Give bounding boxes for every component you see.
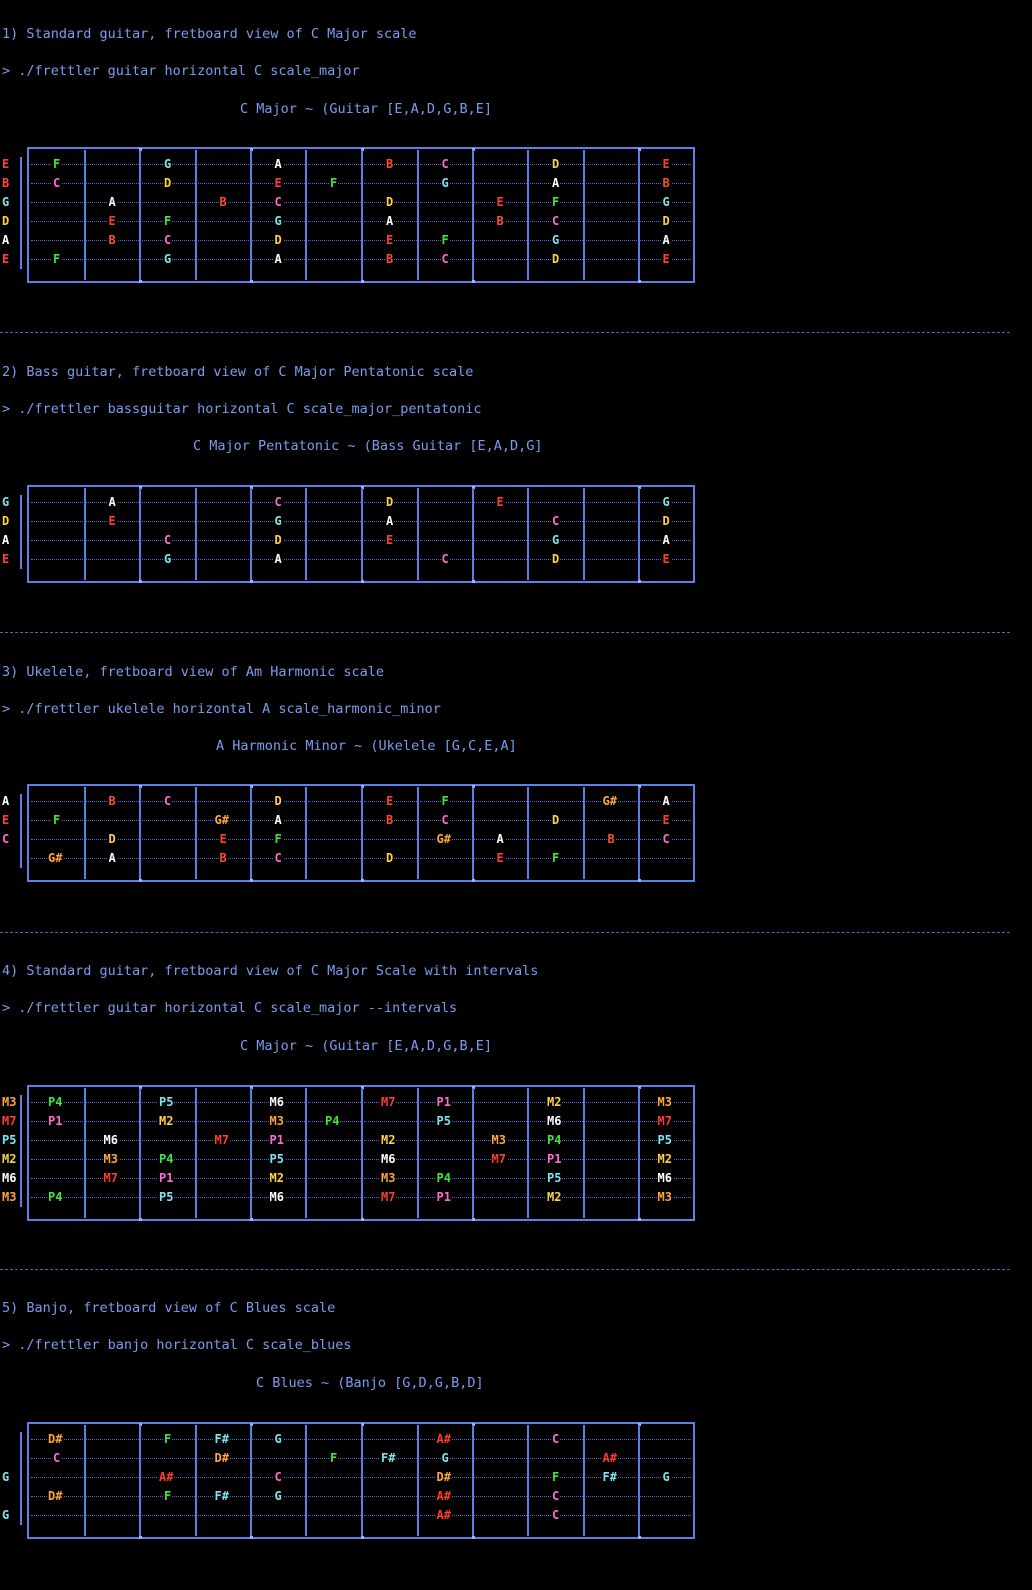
- section-separator: [0, 332, 1010, 333]
- fret-marker: [361, 1536, 364, 1539]
- note-marker: E: [386, 794, 394, 808]
- note-marker: P4: [325, 1114, 340, 1128]
- note-marker: G#: [436, 832, 451, 846]
- note-marker: F: [330, 1451, 338, 1465]
- string-line: [31, 801, 691, 802]
- note-marker: C: [164, 233, 172, 247]
- fret-line: [417, 1088, 419, 1218]
- string-label: M3: [2, 1190, 17, 1204]
- fret-marker: [361, 280, 364, 283]
- command-line: > ./frettler guitar horizontal C scale_major --intervals: [2, 1000, 458, 1016]
- note-marker: B: [607, 832, 615, 846]
- fret-line: [527, 150, 529, 280]
- fret-marker: [250, 280, 253, 283]
- section-separator: [0, 632, 1010, 633]
- string-line: [31, 1178, 691, 1179]
- note-marker: D: [552, 552, 560, 566]
- note-marker: B: [386, 157, 394, 171]
- string-line: [31, 1439, 691, 1440]
- string-line: [31, 1458, 691, 1459]
- note-marker: B: [219, 851, 227, 865]
- note-marker: D: [274, 794, 282, 808]
- note-marker: A: [274, 157, 282, 171]
- note-marker: G: [274, 1489, 282, 1503]
- note-marker: C: [274, 195, 282, 209]
- note-marker: M6: [657, 1171, 672, 1185]
- string-line: [31, 1121, 691, 1122]
- note-marker: G: [662, 1470, 670, 1484]
- string-line: [31, 1496, 691, 1497]
- note-marker: P5: [269, 1152, 284, 1166]
- string-label: G: [2, 195, 10, 209]
- note-marker: F: [53, 252, 61, 266]
- fret-marker: [250, 580, 253, 583]
- fret-marker: [250, 1218, 253, 1221]
- note-marker: F#: [214, 1489, 229, 1503]
- string-label: E: [2, 552, 10, 566]
- note-marker: G#: [48, 851, 63, 865]
- fret-marker: [472, 1536, 475, 1539]
- note-marker: G#: [214, 813, 229, 827]
- note-marker: P1: [269, 1133, 284, 1147]
- fret-marker: [638, 1218, 641, 1221]
- fret-line: [361, 1088, 363, 1218]
- note-marker: M2: [547, 1190, 562, 1204]
- fret-line: [472, 1425, 474, 1536]
- note-marker: E: [662, 157, 670, 171]
- note-marker: M7: [657, 1114, 672, 1128]
- note-marker: C: [441, 813, 449, 827]
- note-marker: M6: [269, 1190, 284, 1204]
- note-marker: G: [274, 1432, 282, 1446]
- note-marker: F: [330, 176, 338, 190]
- note-marker: F: [53, 813, 61, 827]
- note-marker: C: [441, 552, 449, 566]
- section-heading: 2) Bass guitar, fretboard view of C Major Pentatonic scale: [2, 364, 474, 380]
- note-marker: P5: [547, 1171, 562, 1185]
- fret-line: [583, 150, 585, 280]
- note-marker: F: [441, 794, 449, 808]
- fret-marker: [638, 1536, 641, 1539]
- fretboard-title: C Major ~ (Guitar [E,A,D,G,B,E]: [240, 101, 492, 117]
- fret-line: [361, 1425, 363, 1536]
- fret-marker: [250, 879, 253, 882]
- fret-line: [527, 1088, 529, 1218]
- note-marker: P5: [159, 1190, 174, 1204]
- note-marker: M3: [269, 1114, 284, 1128]
- fretboard-title: C Major Pentatonic ~ (Bass Guitar [E,A,D,G]: [193, 438, 543, 454]
- string-label: A: [2, 533, 10, 547]
- fret-marker: [139, 1536, 142, 1539]
- fret-line: [84, 1425, 86, 1536]
- fret-marker: [361, 1218, 364, 1221]
- note-marker: M7: [491, 1152, 506, 1166]
- section-heading: 5) Banjo, fretboard view of C Blues scale: [2, 1300, 336, 1316]
- note-marker: P1: [436, 1095, 451, 1109]
- note-marker: G: [164, 157, 172, 171]
- note-marker: F: [552, 851, 560, 865]
- fret-marker: [638, 580, 641, 583]
- note-marker: P5: [657, 1133, 672, 1147]
- string-label: B: [2, 176, 10, 190]
- fret-line: [638, 1088, 640, 1218]
- note-marker: A: [386, 514, 394, 528]
- nut: [20, 794, 22, 868]
- fret-marker: [638, 879, 641, 882]
- fret-line: [84, 1088, 86, 1218]
- note-marker: F: [164, 214, 172, 228]
- note-marker: G#: [602, 794, 617, 808]
- fret-line: [250, 1425, 252, 1536]
- note-marker: G: [441, 176, 449, 190]
- note-marker: P1: [547, 1152, 562, 1166]
- fret-line: [139, 1425, 141, 1536]
- note-marker: M3: [381, 1171, 396, 1185]
- note-marker: B: [386, 252, 394, 266]
- note-marker: A: [274, 552, 282, 566]
- note-marker: D: [274, 233, 282, 247]
- note-marker: B: [496, 214, 504, 228]
- fret-line: [195, 1425, 197, 1536]
- note-marker: M6: [103, 1133, 118, 1147]
- fret-line: [638, 150, 640, 280]
- note-marker: M3: [657, 1190, 672, 1204]
- string-line: [31, 240, 691, 241]
- string-label: G: [2, 1508, 10, 1522]
- fret-marker: [139, 280, 142, 283]
- command-line: > ./frettler ukelele horizontal A scale_harmonic_minor: [2, 701, 441, 717]
- fret-marker: [139, 1218, 142, 1221]
- note-marker: F: [441, 233, 449, 247]
- note-marker: A#: [436, 1508, 451, 1522]
- note-marker: C: [441, 157, 449, 171]
- note-marker: C: [552, 214, 560, 228]
- note-marker: D#: [48, 1432, 63, 1446]
- fret-marker: [472, 1218, 475, 1221]
- fretboard-title: C Major ~ (Guitar [E,A,D,G,B,E]: [240, 1038, 492, 1054]
- note-marker: C: [53, 176, 61, 190]
- string-label: D: [2, 214, 10, 228]
- note-marker: P4: [48, 1190, 63, 1204]
- note-marker: A: [496, 832, 504, 846]
- string-line: [31, 183, 691, 184]
- note-marker: C: [441, 252, 449, 266]
- note-marker: D: [386, 195, 394, 209]
- note-marker: G: [164, 252, 172, 266]
- fret-line: [583, 1088, 585, 1218]
- note-marker: B: [108, 794, 116, 808]
- fret-line: [472, 1088, 474, 1218]
- note-marker: P4: [436, 1171, 451, 1185]
- string-line: [31, 858, 691, 859]
- note-marker: M2: [159, 1114, 174, 1128]
- fret-line: [195, 150, 197, 280]
- note-marker: F: [552, 1470, 560, 1484]
- string-line: [31, 259, 691, 260]
- note-marker: E: [662, 813, 670, 827]
- fret-line: [250, 1088, 252, 1218]
- command-line: > ./frettler banjo horizontal C scale_blues: [2, 1337, 352, 1353]
- note-marker: B: [108, 233, 116, 247]
- note-marker: F: [164, 1489, 172, 1503]
- note-marker: C: [274, 1470, 282, 1484]
- fretboard-title: A Harmonic Minor ~ (Ukelele [G,C,E,A]: [216, 738, 517, 754]
- fret-marker: [472, 879, 475, 882]
- note-marker: G: [662, 195, 670, 209]
- string-label: M3: [2, 1095, 17, 1109]
- fret-marker: [139, 580, 142, 583]
- string-line: [31, 1102, 691, 1103]
- nut: [20, 1432, 22, 1525]
- fret-marker: [638, 280, 641, 283]
- note-marker: A: [662, 233, 670, 247]
- note-marker: C: [53, 1451, 61, 1465]
- note-marker: D: [552, 813, 560, 827]
- note-marker: G: [164, 552, 172, 566]
- string-label: P5: [2, 1133, 17, 1147]
- note-marker: M2: [269, 1171, 284, 1185]
- note-marker: E: [496, 851, 504, 865]
- string-label: D: [2, 514, 10, 528]
- note-marker: B: [662, 176, 670, 190]
- note-marker: C: [552, 1432, 560, 1446]
- fret-line: [139, 150, 141, 280]
- section-heading: 1) Standard guitar, fretboard view of C Major scale: [2, 26, 417, 42]
- note-marker: B: [386, 813, 394, 827]
- string-label: E: [2, 252, 10, 266]
- string-label: E: [2, 157, 10, 171]
- string-label: C: [2, 832, 10, 846]
- fret-line: [527, 1425, 529, 1536]
- note-marker: D: [552, 252, 560, 266]
- note-marker: E: [386, 233, 394, 247]
- fret-line: [250, 150, 252, 280]
- note-marker: A: [108, 495, 116, 509]
- note-marker: F: [164, 1432, 172, 1446]
- fret-line: [583, 1425, 585, 1536]
- note-marker: E: [386, 533, 394, 547]
- note-marker: E: [496, 495, 504, 509]
- fret-line: [305, 1425, 307, 1536]
- nut: [20, 157, 22, 269]
- string-line: [31, 1477, 691, 1478]
- note-marker: A: [108, 851, 116, 865]
- fret-marker: [361, 580, 364, 583]
- string-line: [31, 1140, 691, 1141]
- string-line: [31, 839, 691, 840]
- note-marker: D: [386, 495, 394, 509]
- fret-line: [361, 150, 363, 280]
- section-heading: 3) Ukelele, fretboard view of Am Harmonic scale: [2, 664, 385, 680]
- fret-marker: [472, 280, 475, 283]
- string-line: [31, 559, 691, 560]
- note-marker: F: [552, 195, 560, 209]
- string-line: [31, 1159, 691, 1160]
- string-label: M2: [2, 1152, 17, 1166]
- section-separator: [0, 1269, 1010, 1270]
- string-line: [31, 1197, 691, 1198]
- fretboard-title: C Blues ~ (Banjo [G,D,G,B,D]: [256, 1375, 484, 1391]
- string-label: G: [2, 495, 10, 509]
- string-line: [31, 521, 691, 522]
- string-line: [31, 164, 691, 165]
- fret-line: [305, 1088, 307, 1218]
- fret-line: [305, 150, 307, 280]
- note-marker: C: [274, 495, 282, 509]
- note-marker: D: [386, 851, 394, 865]
- note-marker: D: [164, 176, 172, 190]
- note-marker: E: [108, 514, 116, 528]
- note-marker: M7: [381, 1095, 396, 1109]
- note-marker: G: [274, 214, 282, 228]
- note-marker: M7: [214, 1133, 229, 1147]
- note-marker: P1: [159, 1171, 174, 1185]
- note-marker: G: [441, 1451, 449, 1465]
- string-line: [31, 502, 691, 503]
- note-marker: D: [108, 832, 116, 846]
- fret-line: [472, 150, 474, 280]
- note-marker: F: [274, 832, 282, 846]
- note-marker: M6: [547, 1114, 562, 1128]
- note-marker: C: [274, 851, 282, 865]
- note-marker: D#: [48, 1489, 63, 1503]
- note-marker: F#: [381, 1451, 396, 1465]
- note-marker: D#: [436, 1470, 451, 1484]
- note-marker: A#: [602, 1451, 617, 1465]
- note-marker: D: [662, 214, 670, 228]
- string-label: E: [2, 813, 10, 827]
- note-marker: P5: [436, 1114, 451, 1128]
- note-marker: A#: [159, 1470, 174, 1484]
- note-marker: A: [274, 813, 282, 827]
- string-line: [31, 540, 691, 541]
- note-marker: E: [496, 195, 504, 209]
- note-marker: E: [108, 214, 116, 228]
- note-marker: A: [662, 533, 670, 547]
- note-marker: A: [552, 176, 560, 190]
- section-separator: [0, 932, 1010, 933]
- fret-line: [84, 150, 86, 280]
- note-marker: M6: [381, 1152, 396, 1166]
- note-marker: P4: [48, 1095, 63, 1109]
- note-marker: D: [552, 157, 560, 171]
- fret-line: [417, 150, 419, 280]
- note-marker: A#: [436, 1432, 451, 1446]
- nut: [20, 1095, 22, 1207]
- fret-line: [417, 1425, 419, 1536]
- note-marker: M7: [381, 1190, 396, 1204]
- nut: [20, 495, 22, 569]
- string-label: A: [2, 794, 10, 808]
- string-line: [31, 221, 691, 222]
- fret-line: [139, 1088, 141, 1218]
- note-marker: P4: [159, 1152, 174, 1166]
- note-marker: C: [164, 533, 172, 547]
- note-marker: M2: [657, 1152, 672, 1166]
- note-marker: F: [53, 157, 61, 171]
- string-line: [31, 1515, 691, 1516]
- note-marker: P1: [48, 1114, 63, 1128]
- fret-line: [195, 1088, 197, 1218]
- note-marker: M2: [381, 1133, 396, 1147]
- note-marker: C: [552, 1508, 560, 1522]
- note-marker: C: [662, 832, 670, 846]
- note-marker: P5: [159, 1095, 174, 1109]
- note-marker: M6: [269, 1095, 284, 1109]
- note-marker: M3: [491, 1133, 506, 1147]
- fret-marker: [361, 879, 364, 882]
- note-marker: A: [108, 195, 116, 209]
- note-marker: G: [552, 233, 560, 247]
- string-label: G: [2, 1470, 10, 1484]
- note-marker: B: [219, 195, 227, 209]
- note-marker: C: [164, 794, 172, 808]
- note-marker: M3: [657, 1095, 672, 1109]
- command-line: > ./frettler guitar horizontal C scale_major: [2, 63, 360, 79]
- fret-marker: [139, 879, 142, 882]
- note-marker: F#: [602, 1470, 617, 1484]
- note-marker: G: [552, 533, 560, 547]
- note-marker: D#: [214, 1451, 229, 1465]
- note-marker: A#: [436, 1489, 451, 1503]
- note-marker: D: [662, 514, 670, 528]
- note-marker: A: [662, 794, 670, 808]
- note-marker: C: [552, 1489, 560, 1503]
- section-heading: 4) Standard guitar, fretboard view of C Major Scale with intervals: [2, 963, 539, 979]
- command-line: > ./frettler bassguitar horizontal C scale_major_pentatonic: [2, 401, 482, 417]
- note-marker: M7: [103, 1171, 118, 1185]
- note-marker: G: [662, 495, 670, 509]
- string-line: [31, 202, 691, 203]
- note-marker: A: [386, 214, 394, 228]
- note-marker: C: [552, 514, 560, 528]
- fret-marker: [472, 580, 475, 583]
- string-label: M7: [2, 1114, 17, 1128]
- note-marker: P4: [547, 1133, 562, 1147]
- note-marker: E: [219, 832, 227, 846]
- string-label: A: [2, 233, 10, 247]
- note-marker: E: [274, 176, 282, 190]
- note-marker: P1: [436, 1190, 451, 1204]
- string-line: [31, 820, 691, 821]
- note-marker: G: [274, 514, 282, 528]
- note-marker: A: [274, 252, 282, 266]
- note-marker: E: [662, 252, 670, 266]
- note-marker: M2: [547, 1095, 562, 1109]
- note-marker: M3: [103, 1152, 118, 1166]
- note-marker: E: [662, 552, 670, 566]
- note-marker: D: [274, 533, 282, 547]
- string-label: M6: [2, 1171, 17, 1185]
- note-marker: F#: [214, 1432, 229, 1446]
- fret-marker: [250, 1536, 253, 1539]
- fret-line: [638, 1425, 640, 1536]
